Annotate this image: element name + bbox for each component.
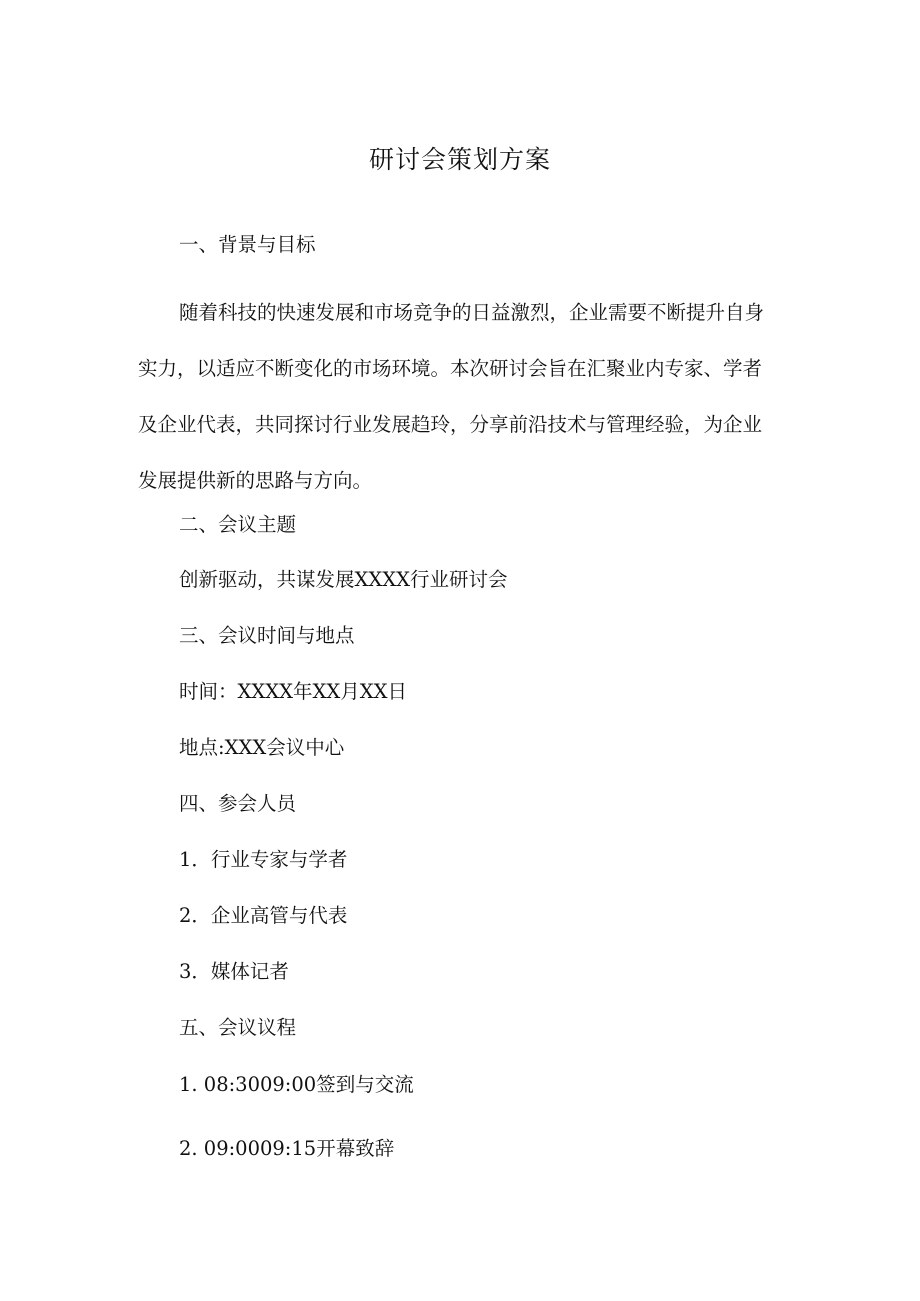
- section-heading-theme: 二、会议主题: [179, 513, 297, 536]
- meeting-theme: 创新驱动，共谋发展XXXX行业研讨会: [179, 568, 508, 591]
- agenda-item: 2. 09:0009:15开幕致辞: [179, 1137, 395, 1160]
- section-heading-background: 一、背景与目标: [179, 233, 316, 256]
- background-paragraph: [138, 285, 788, 509]
- agenda-item: 1. 08:3009:00签到与交流: [179, 1073, 414, 1096]
- paragraph-line: 实力，以适应不断变化的市场环境。本次研讨会旨在汇聚业内专家、学者: [138, 357, 763, 380]
- meeting-time: 时间：XXXX年XX月XX日: [179, 680, 408, 703]
- attendee-item: 1．行业专家与学者: [179, 848, 348, 871]
- paragraph-line: 随着科技的快速发展和市场竞争的日益激烈，企业需要不断提升自身: [179, 301, 765, 324]
- attendee-item: 3．媒体记者: [179, 960, 289, 983]
- section-heading-time-place: 三、会议时间与地点: [179, 624, 355, 647]
- paragraph-line: 发展提供新的思路与方向。: [138, 469, 373, 492]
- attendee-item: 2．企业高管与代表: [179, 904, 348, 927]
- paragraph-line: 及企业代表，共同探讨行业发展趋玲，分享前沿技术与管理经验，为企业: [138, 413, 763, 436]
- section-heading-attendees: 四、参会人员: [179, 792, 297, 815]
- meeting-place: 地点:XXX会议中心: [179, 736, 345, 759]
- document-title: 研讨会策划方案: [368, 145, 551, 174]
- section-heading-agenda: 五、会议议程: [179, 1016, 297, 1039]
